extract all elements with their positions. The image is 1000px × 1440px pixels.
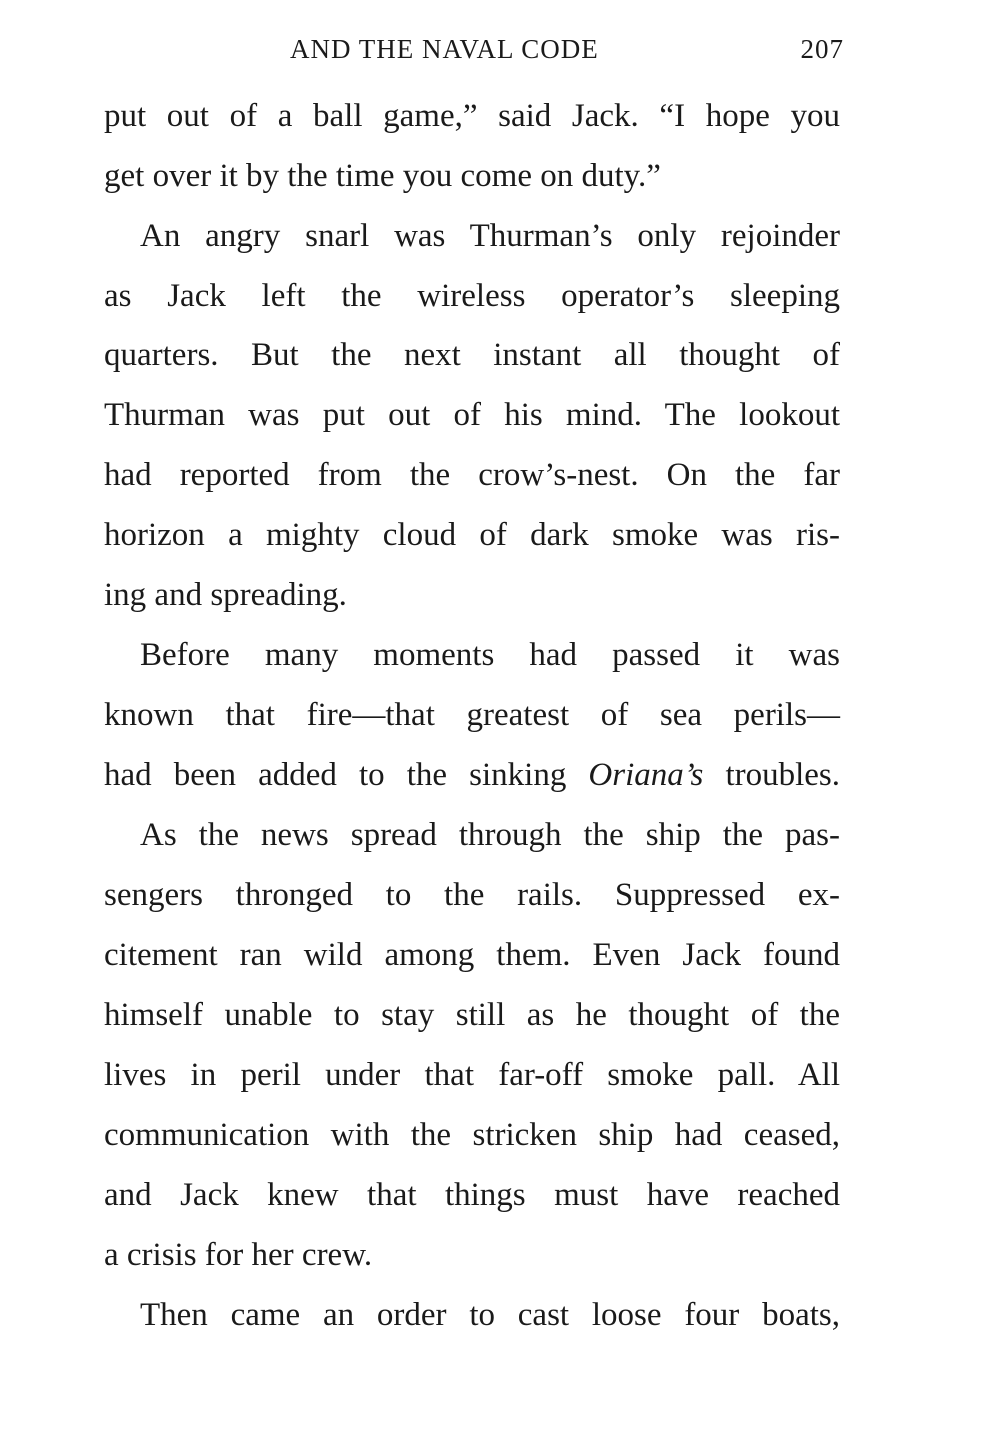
text-line: ing and spreading. [104,577,347,613]
text-line: sengers thronged to the rails. Suppressed ex- [104,877,840,913]
text-line: As the news spread through the ship the pas- [140,817,840,853]
text-segment: had been added to the sinking [104,757,567,793]
text-line: had reported from the crow’s-nest. On the far [104,457,840,493]
text-line: known that fire—that greatest of sea perils— [104,697,840,733]
text-line: horizon a mighty cloud of dark smoke was ris- [104,517,840,553]
text-line: as Jack left the wireless operator’s sleeping [104,278,840,314]
text-line: communication with the stricken ship had ceased, [104,1117,840,1153]
text-line: get over it by the time you come on duty.” [104,158,661,194]
text-line: Then came an order to cast loose four boats, [140,1297,840,1333]
text-line: citement ran wild among them. Even Jack found [104,937,840,973]
running-title: AND THE NAVAL CODE [290,34,599,64]
text-line [104,755,840,795]
text-line: An angry snarl was Thurman’s only rejoinder [140,218,840,254]
text-line: Before many moments had passed it was [140,637,840,673]
text-segment: troubles. [725,757,841,793]
text-line: a crisis for her crew. [104,1237,373,1273]
ship-name-italic: Oriana’s [588,757,704,793]
text-line: Thurman was put out of his mind. The lookout [104,397,840,433]
text-line: quarters. But the next instant all thought of [104,337,840,373]
text-line: put out of a ball game,” said Jack. “I hope you [104,98,840,134]
text-line: himself unable to stay still as he thought of the [104,997,840,1033]
text-line: lives in peril under that far-off smoke pall. All [104,1057,840,1093]
text-line: and Jack knew that things must have reached [104,1177,840,1213]
page-number: 207 [800,34,844,64]
running-head [104,34,844,74]
